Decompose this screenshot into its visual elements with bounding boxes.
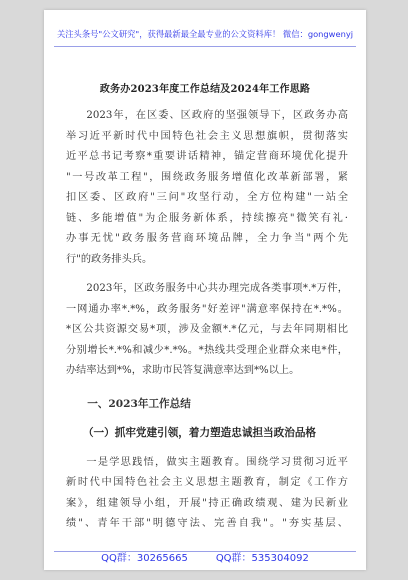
section-heading: 一、2023年工作总结	[87, 397, 191, 410]
paragraph-line: 2023年，在区委、区政府的坚强领导下，区政务办高	[86, 110, 348, 121]
subsection-heading: （一）抓牢党建引领，着力塑造忠诚担当政治品格	[82, 427, 317, 439]
paragraph-1	[66, 106, 348, 270]
paragraph-line: "一号改革工程"，围绕政务服务增值化改革新部署，紧	[66, 171, 348, 183]
paragraph-line: 扣区委、区政府"三问"攻坚行动，全方位构建"一站全	[66, 192, 348, 203]
paragraph-line: 案》，组建领导小组，开展"持正确政绩观、建为民新业	[66, 497, 348, 509]
document-body	[66, 106, 348, 535]
footer-qq-group-2: QQ群：535304092	[215, 553, 309, 564]
paragraph-line: 办事无忧"政务服务营商环境品牌，全力争当"两个先	[66, 233, 348, 244]
paragraph-line: 新时代中国特色社会主义思想主题教育，制定《工作方	[66, 477, 348, 488]
paragraph-line: 近平总书记考察*重要讲话精神，锚定营商环境优化提升	[66, 151, 348, 162]
paragraph-line: 2023年，区政务服务中心共办理完成各类事项*.*万件，	[86, 283, 348, 294]
footer-qq-group-1: QQ群：30265665	[101, 553, 188, 564]
paragraph-line: 办结率达到*%，求助市民答复满意率达到*%以上。	[66, 365, 300, 376]
paragraph-line: 绩"、青年干部"明德守法、完善自我"。"夯实基层、	[66, 518, 348, 529]
document-page	[44, 10, 366, 570]
paragraph-2	[66, 279, 348, 382]
document-title: 政务办2023年度工作总结及2024年工作思路	[99, 84, 311, 95]
paragraph-3	[66, 453, 348, 535]
paragraph-line: 分别增长*.*%和减少*.*%。*热线共受理企业群众来电*件，	[66, 344, 348, 356]
paragraph-line: 举习近平新时代中国特色社会主义思想旗帜，贯彻落实	[66, 130, 348, 142]
paragraph-line: 一是学思践悟，做实主题教育。围绕学习贯彻习近平	[86, 456, 348, 468]
paragraph-line: 行"的政务排头兵。	[66, 253, 153, 265]
header-banner: 关注头条号"公文研究"，获得最新最全最专业的公文资料库！ 微信：gongwenyj	[56, 29, 354, 39]
paragraph-line: 链、多能增值"为企服务新体系，持续擦亮"微笑有礼·	[66, 212, 348, 224]
paragraph-line: *区公共资源交易*项，涉及金额*.*亿元，与去年同期相比	[66, 324, 348, 335]
header-divider	[54, 46, 356, 47]
footer	[44, 549, 366, 564]
paragraph-line: 一网通办率*.*%，政务服务"好差评"满意率保持在*.*%。	[66, 303, 348, 315]
